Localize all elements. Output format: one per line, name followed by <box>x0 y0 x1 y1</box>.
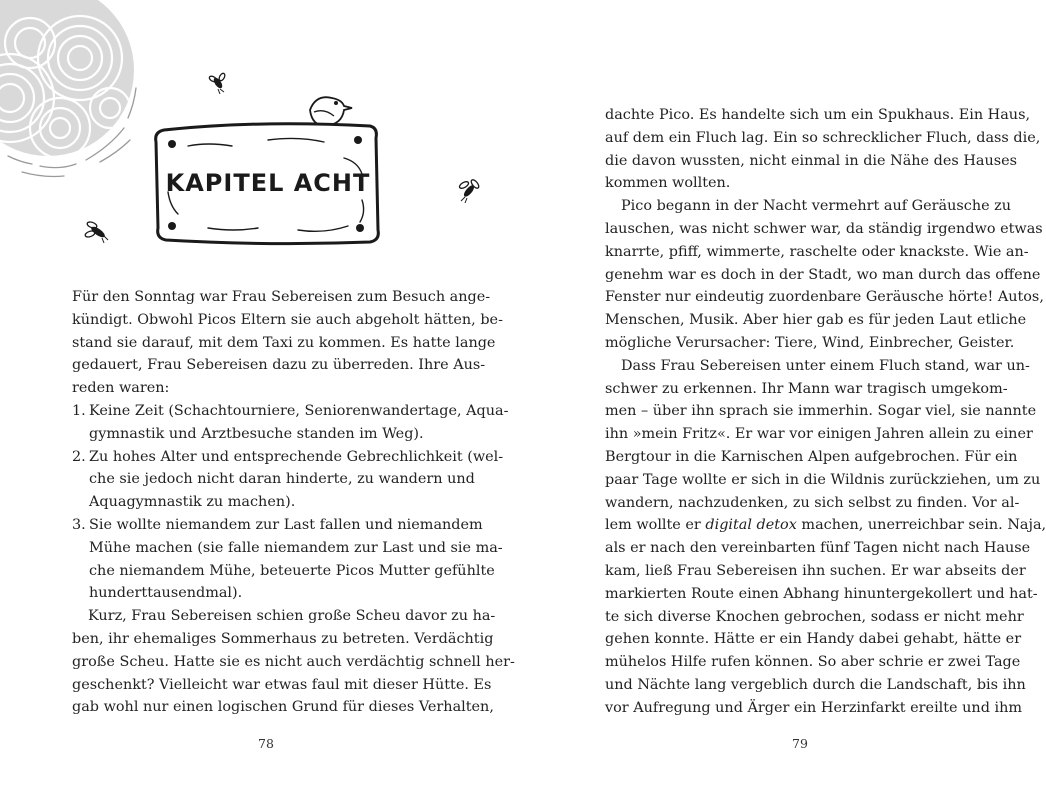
text-line: vor Aufregung und Ärger ein Herzinfarkt ereilte und ihm <box>605 699 1022 716</box>
text-line: kommen wollten. <box>605 175 731 192</box>
text-line: stand sie darauf, mit dem Taxi zu kommen. Es hatte lange <box>72 334 496 351</box>
text-line: gehen konnte. Hätte er ein Handy dabei gehabt, hätte er <box>605 631 1022 648</box>
text-line: reden waren: <box>72 380 170 397</box>
text-line: große Scheu. Hatte sie es nicht auch verdächtig schnell her- <box>72 653 515 670</box>
swirl-moon-illustration <box>0 48 140 178</box>
text-line-italic <box>605 514 1046 537</box>
list-number: 1. <box>72 403 86 419</box>
closing-paragraph <box>72 605 515 719</box>
text-segment: machen, unerreichbar sein. Naja, <box>796 517 1046 534</box>
text-line: schwer zu erkennen. Ihr Mann war tragisch umgekom- <box>605 380 1008 397</box>
text-line: mühelos Hilfe rufen können. So aber schrie er zwei Tage <box>605 654 1021 671</box>
text-line: ihn »mein Fritz«. Er war vor einigen Jahren allein zu einer <box>605 426 1033 443</box>
text-line: dachte Pico. Es handelte sich um ein Spukhaus. Ein Haus, <box>605 107 1031 123</box>
text-line: Kurz, Frau Sebereisen schien große Scheu davor zu ha- <box>88 608 496 625</box>
text-line: geschenkt? Vielleicht war etwas faul mit dieser Hütte. Es <box>72 676 492 693</box>
text-line: paar Tage wollte er sich in die Wildnis zurückziehen, um zu <box>605 471 1041 488</box>
list-number: 2. <box>72 448 86 465</box>
paragraph <box>605 104 1041 195</box>
text-line: Fenster nur eindeutig zuordenbare Geräusche hörte! Autos, <box>605 289 1044 306</box>
text-line: gedauert, Frau Sebereisen dazu zu überreden. Ihre Aus- <box>72 357 486 374</box>
text-line: als er nach den vereinbarten fünf Tagen nicht nach Hause <box>605 540 1031 557</box>
text-line: Aquagymnastik zu machen). <box>89 494 296 511</box>
page-number: 79 <box>792 736 808 751</box>
left-page <box>0 48 515 800</box>
list-number: 3. <box>72 517 86 533</box>
wooden-sign-illustration <box>148 88 388 258</box>
text-line: genehm war es doch in der Stadt, wo man durch das offene <box>605 266 1041 283</box>
intro-paragraph <box>72 286 503 400</box>
text-line: knarrte, pfiff, wimmerte, raschelte oder knackste. Wie an- <box>605 243 1029 260</box>
right-page <box>500 48 1046 800</box>
text-line: kündigt. Obwohl Picos Eltern sie auch abgeholt hätten, be- <box>72 311 503 328</box>
text-line: men – über ihn sprach sie immerhin. Sogar viel, sie nannte <box>605 403 1037 420</box>
text-line: Mühe machen (sie falle niemandem zur Last und sie ma- <box>89 539 503 556</box>
text-line: und Nächte lang vergeblich durch die Landschaft, bis ihn <box>605 676 1026 693</box>
text-segment: lem wollte er <box>605 517 706 534</box>
text-line: kam, ließ Frau Sebereisen ihn suchen. Er war abseits der <box>605 562 1026 579</box>
text-line: die davon wussten, nicht einmal in die Nähe des Hauses <box>605 152 1018 169</box>
text-line: che sie jedoch nicht daran hinderte, zu wandern und <box>89 471 475 488</box>
text-line: Pico begann in der Nacht vermehrt auf Geräusche zu <box>621 198 1012 215</box>
text-line: ben, ihr ehemaliges Sommerhaus zu betreten. Verdächtig <box>72 630 494 647</box>
list-item <box>89 400 509 446</box>
list-item <box>89 446 504 514</box>
text-line: wandern, nachzudenken, zu sich selbst zu finden. Vor al- <box>605 494 1020 511</box>
book-spread <box>0 48 1046 800</box>
text-line: gymnastik und Arztbesuche standen im Weg). <box>89 425 424 442</box>
text-line: hunderttausendmal). <box>89 585 243 602</box>
page-number: 78 <box>258 736 274 751</box>
text-line: Menschen, Musik. Aber hier gab es für jeden Laut etliche <box>605 312 1027 329</box>
text-line: Zu hohes Alter und entsprechende Gebrechlichkeit (wel- <box>89 448 504 465</box>
firefly-icon <box>80 216 112 246</box>
paragraph <box>605 355 1046 720</box>
chapter-title: KAPITEL ACHT <box>165 169 371 197</box>
text-line: Keine Zeit (Schachtourniere, Seniorenwandertage, Aqua- <box>89 403 509 419</box>
paragraph <box>605 195 1044 355</box>
text-line: auf dem ein Fluch lag. Ein so schrecklicher Fluch, dass die, <box>605 129 1041 146</box>
list-item <box>89 514 503 605</box>
text-line: Sie wollte niemandem zur Last fallen und niemandem <box>89 517 483 533</box>
text-line: Für den Sonntag war Frau Sebereisen zum Besuch ange- <box>72 289 491 305</box>
text-line: mögliche Verursacher: Tiere, Wind, Einbrecher, Geister. <box>605 334 1015 351</box>
text-line: te sich diverse Knochen gebrochen, sodass er nicht mehr <box>605 608 1024 625</box>
text-line: gab wohl nur einen logischen Grund für dieses Verhalten, <box>72 699 494 716</box>
text-line: Dass Frau Sebereisen unter einem Fluch stand, war un- <box>621 357 1030 374</box>
text-line: lauschen, was nicht schwer war, da ständig irgendwo etwas <box>605 220 1043 237</box>
text-line: markierten Route einen Abhang hinuntergekollert und hat- <box>605 585 1038 602</box>
firefly-icon <box>455 176 485 206</box>
text-line: che niemandem Mühe, beteuerte Picos Mutter gefühlte <box>89 562 495 579</box>
italic-phrase: digital detox <box>705 517 797 534</box>
text-line: Bergtour in die Karnischen Alpen aufgebrochen. Für ein <box>605 448 1018 465</box>
